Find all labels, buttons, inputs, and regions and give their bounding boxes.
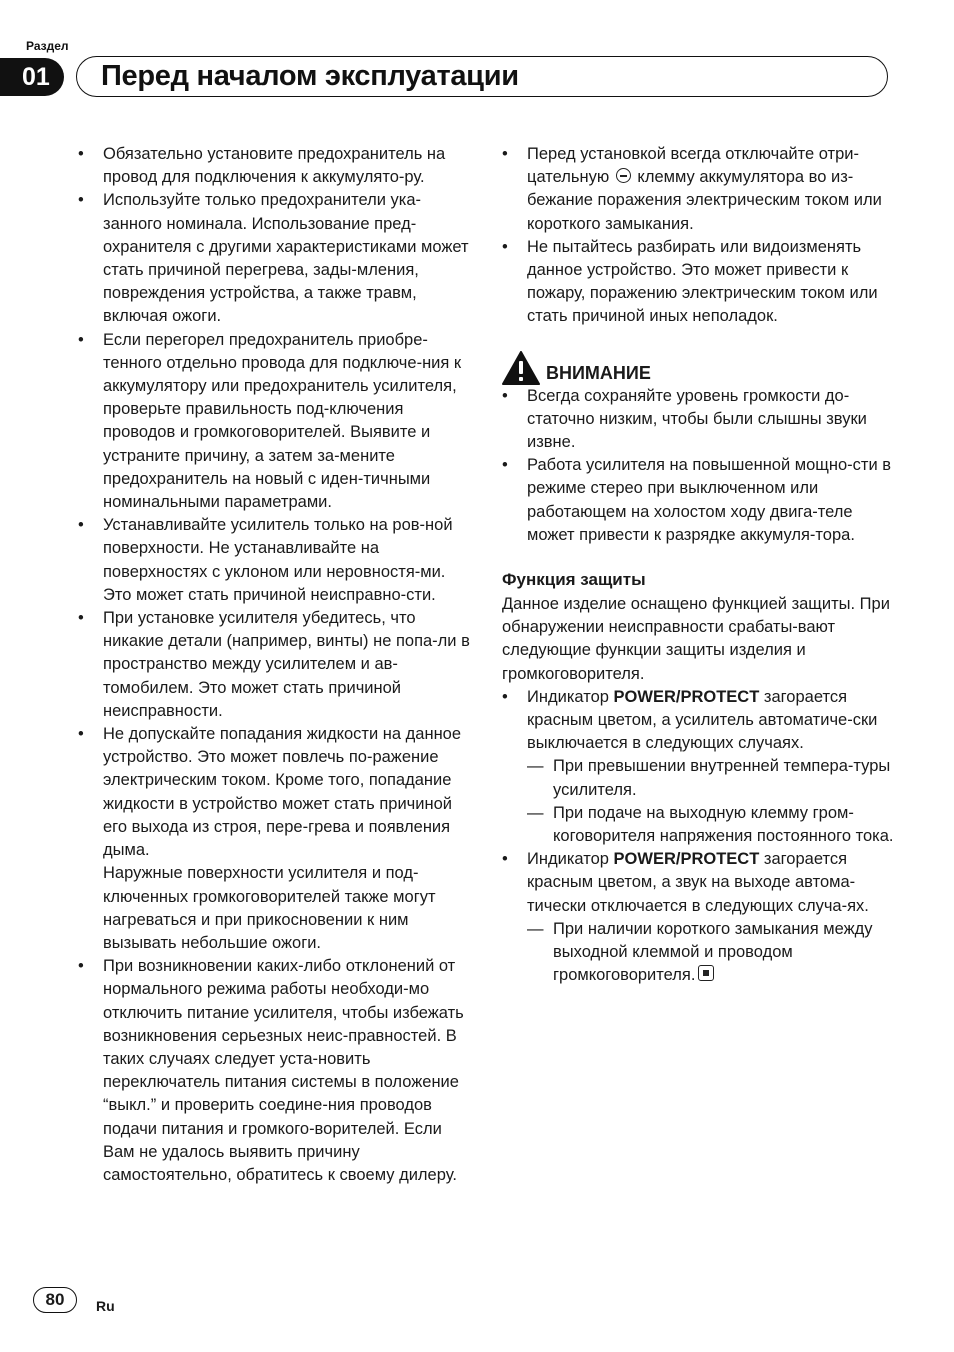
liquid-warning-text: Не допускайте попадания жидкости на данное устройство. Это может повлечь по-ражение электрическим током. Кроме того, попадание жидкости в устройство может стать причиной его выхода из строя, пере-грева и появления дыма.: [103, 725, 462, 860]
protection-list: [502, 686, 894, 988]
caution-heading: [502, 349, 894, 385]
indicator-name: POWER/PROTECT: [613, 687, 760, 706]
section-label: Раздел: [26, 39, 69, 53]
sub-list-item: — При подаче на выходную клемму гром-коговорителя напряжения постоянного тока.: [527, 802, 894, 848]
list-item: [78, 723, 470, 955]
list-item: • При установке усилителя убедитесь, что никакие детали (например, винты) не попа-ли в пространство между усилителем и ав-томобилем. Это может стать причиной неисправности.: [78, 607, 470, 723]
page-number: 80: [33, 1287, 77, 1313]
list-item-text: клемму аккумулятора во из-бежание поражения электрическим током или короткого замыкания.: [527, 168, 882, 233]
list-item-text: Индикатор: [527, 687, 609, 706]
list-item: • Не пытайтесь разбирать или видоизменять данное устройство. Это может привести к пожару, поражению электрическим током или стать причиной иных неполадок.: [502, 236, 894, 329]
list-item: • Используйте только предохранители ука-занного номинала. Использование пред-охранителя с другими характеристиками может стать причиной перегрева, зады-мления, повреждения устройства, а также травм, включая ожоги.: [78, 189, 470, 328]
negative-terminal-icon: [616, 168, 631, 183]
list-item-text: Перед установкой всегда отключайте отри-цательную: [527, 145, 860, 187]
list-item: [502, 143, 894, 236]
sub-list: [527, 755, 894, 848]
list-item: • Устанавливайте усилитель только на ров-ной поверхности. Не устанавливайте на поверхностях с уклоном или неровностя-ми. Это может стать причиной неисправно-сти.: [78, 514, 470, 607]
sub-list-item: — При превышении внутренней темпера-туры усилителя.: [527, 755, 894, 801]
left-column: [78, 143, 470, 1187]
list-item-text: Индикатор: [527, 850, 609, 869]
list-item-text: загорается красным цветом, а звук на выходе автома-тически отключается в следующих случа-ях.: [527, 850, 869, 915]
indicator-name: POWER/PROTECT: [613, 850, 760, 869]
protection-heading: Функция защиты: [502, 570, 646, 590]
list-item: • Всегда сохраняйте уровень громкости до-статочно низким, чтобы были слышны звуки извне.: [502, 385, 894, 455]
left-bullet-list: [78, 143, 470, 1187]
right-bullet-list: [502, 143, 894, 329]
sub-list: [527, 918, 894, 988]
sub-list-item: [527, 918, 894, 988]
list-item: [502, 686, 894, 848]
list-item: • Работа усилителя на повышенной мощно-сти в режиме стерео при выключенном или работающем на холостом ходу двига-теле может привести к разрядке аккумуля-тора.: [502, 454, 894, 547]
section-number-tab: 01: [0, 58, 64, 96]
language-code: Ru: [96, 1298, 115, 1314]
protection-intro: Данное изделие оснащено функцией защиты. При обнаружении неисправности срабаты-вают следующие функции защиты изделия и громкоговорителя.: [502, 595, 890, 683]
sub-list-item-text: При наличии короткого замыкания между выходной клеммой и проводом громкоговорителя.: [553, 919, 873, 985]
list-item: • При возникновении каких-либо отклонений от нормального режима работы необходи-мо отключить питание усилителя, чтобы избежать возникновения серьезных неис-правностей. В таких случаях следует уста-новить переключатель питания системы в положение “выкл.” и проверить соедине-ния проводов подачи питания и громкого-ворителей. Если Вам не удалось выявить причину самостоятельно, обратитесь к своему дилеру.: [78, 955, 470, 1187]
hot-surface-note: Наружные поверхности усилителя и под-ключенных громкоговорителей также могут нагреваться и при прикосновении к ним вызывать небольшие ожоги.: [103, 864, 436, 952]
list-item: [502, 848, 894, 987]
caution-title: ВНИМАНИЕ: [546, 362, 651, 383]
list-item: • Обязательно установите предохранитель на провод для подключения к аккумулято-ру.: [78, 143, 470, 189]
warning-triangle-icon: [502, 351, 540, 385]
page-title: Перед началом эксплуатации: [101, 60, 519, 92]
end-of-section-icon: [698, 965, 714, 981]
title-frame: [76, 56, 888, 97]
list-item: • Если перегорел предохранитель приобре-тенного отдельно провода для подключе-ния к аккумулятору или предохранитель усилителя, проверьте правильность под-ключения проводов и громкоговорителей. Выявите и устраните причину, а затем за-мените предохранитель на новый с иден-тичными номинальными параметрами.: [78, 329, 470, 515]
caution-list: [502, 385, 894, 547]
right-column: [502, 143, 894, 988]
list-item-text: загорается красным цветом, а усилитель автоматиче-ски выключается в следующих случаях.: [527, 687, 878, 753]
